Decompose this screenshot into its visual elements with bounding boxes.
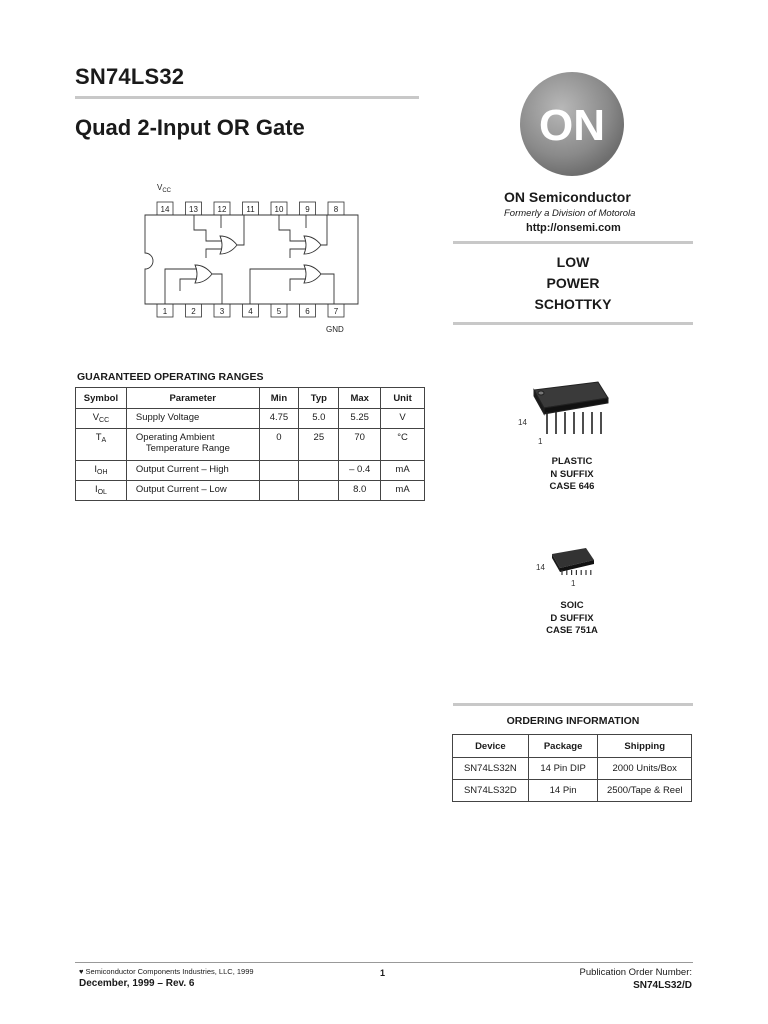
brand-name: ON Semiconductor [504,189,631,205]
column-header: Min [259,388,299,409]
divider [453,703,693,706]
copyright-notice: ♥ Semiconductor Components Industries, LLC, 1999 [79,967,254,976]
publication-number: SN74LS32/D [633,980,692,991]
pin-label: 8 [333,205,339,214]
or-gate-3 [195,265,212,283]
max-cell: 8.0 [339,481,381,501]
pin-number: 1 [571,579,576,588]
publication-label: Publication Order Number: [579,967,692,978]
or-gate-2 [304,236,321,254]
max-cell: 5.25 [339,409,381,429]
pin-label: 13 [189,205,198,214]
unit-cell: V [381,409,425,429]
pin-label: 7 [333,307,339,316]
page-number: 1 [380,968,386,978]
ordering-table [452,734,692,802]
parameter-line: Operating Ambient [135,432,215,443]
pin-label: 3 [219,307,225,316]
pin-number: 1 [538,437,543,446]
logo-text: ON [539,101,605,150]
table-row [76,481,425,501]
pin-label: 6 [305,307,310,316]
operating-ranges-table [75,387,425,501]
symbol-cell: $T_A$ [76,429,127,461]
revision-date: December, 1999 – Rev. 6 [79,978,195,989]
column-header: Parameter [126,388,259,409]
series-box [453,252,693,315]
typ-cell [299,481,339,501]
package-line: CASE 646 [549,481,595,492]
operating-ranges-heading: GUARANTEED OPERATING RANGES [77,371,264,383]
typ-cell [299,461,339,481]
column-header: Typ [299,388,339,409]
package-cell: 14 Pin DIP [528,758,598,780]
series-line: SCHOTTKY [534,296,612,312]
page-title: Quad 2-Input OR Gate [75,115,305,140]
column-header: Package [528,735,598,758]
dip-package-image [516,378,616,448]
package-label-dip [512,456,632,494]
parameter-line: Temperature Range [145,443,230,454]
table-row [76,409,425,429]
min-cell: 0 [259,429,299,461]
ordering-heading: ORDERING INFORMATION [506,715,640,727]
table-row [76,461,425,481]
unit-cell: mA [381,481,425,501]
column-header: Max [339,388,381,409]
unit-cell: °C [381,429,425,461]
table-header-row [76,388,425,409]
symbol-cell: $I_{OH}$ [76,461,127,481]
pin-label: 4 [248,307,253,316]
column-header: Shipping [598,735,692,758]
pin-number: 14 [518,418,527,427]
min-cell [259,461,299,481]
or-gate-1 [220,236,237,254]
package-label-soic [512,600,632,638]
device-cell: SN74LS32N [453,758,529,780]
on-semiconductor-logo [518,70,626,178]
website-link[interactable]: http://onsemi.com [526,222,621,234]
shipping-cell: 2500/Tape & Reel [598,780,692,802]
package-line: SOIC [560,600,584,611]
package-line: CASE 751A [546,625,598,636]
part-number: SN74LS32 [75,64,185,89]
table-row [76,429,425,461]
column-header: Symbol [76,388,127,409]
or-gate-4 [304,265,321,283]
device-cell: SN74LS32D [453,780,529,802]
table-row [453,780,692,802]
divider [453,322,693,325]
pin-label: 9 [305,205,310,214]
parameter-cell: Supply Voltage [126,409,259,429]
series-line: LOW [556,254,590,270]
pinout-diagram [130,178,370,338]
package-line: PLASTIC [551,456,593,467]
package-cell: 14 Pin [528,780,598,802]
pin-label: 5 [276,307,282,316]
brand-tagline: Formerly a Division of Motorola [504,208,636,219]
symbol-cell: $I_{OL}$ [76,481,127,501]
column-header: Unit [381,388,425,409]
table-row [453,758,692,780]
pin-label: 12 [217,205,227,214]
symbol-cell: $V_{CC}$ [76,409,127,429]
typ-cell: 5.0 [299,409,339,429]
soic-package-image [534,544,604,590]
unit-cell: mA [381,461,425,481]
package-line: D SUFFIX [550,612,594,624]
min-cell [259,481,299,501]
footer-divider [75,962,693,963]
min-cell: 4.75 [259,409,299,429]
pin-label: 14 [160,205,170,214]
max-cell: – 0.4 [339,461,381,481]
package-line: N SUFFIX [550,468,594,480]
table-header-row [453,735,692,758]
vcc-label: $V_{CC}$ [157,183,172,194]
divider [453,241,693,244]
pin-label: 10 [274,205,284,214]
pin-label: 2 [191,307,196,316]
series-line: POWER [546,275,600,291]
gnd-label: GND [326,325,344,334]
pin-label: 11 [246,205,255,214]
max-cell: 70 [339,429,381,461]
pin-label: 1 [162,307,168,316]
ic-body [145,215,358,304]
shipping-cell: 2000 Units/Box [598,758,692,780]
parameter-cell: Output Current – High [126,461,259,481]
typ-cell: 25 [299,429,339,461]
title-divider [75,96,419,99]
parameter-cell [126,429,259,461]
column-header: Device [453,735,529,758]
parameter-cell: Output Current – Low [126,481,259,501]
pin-number: 14 [536,563,545,572]
